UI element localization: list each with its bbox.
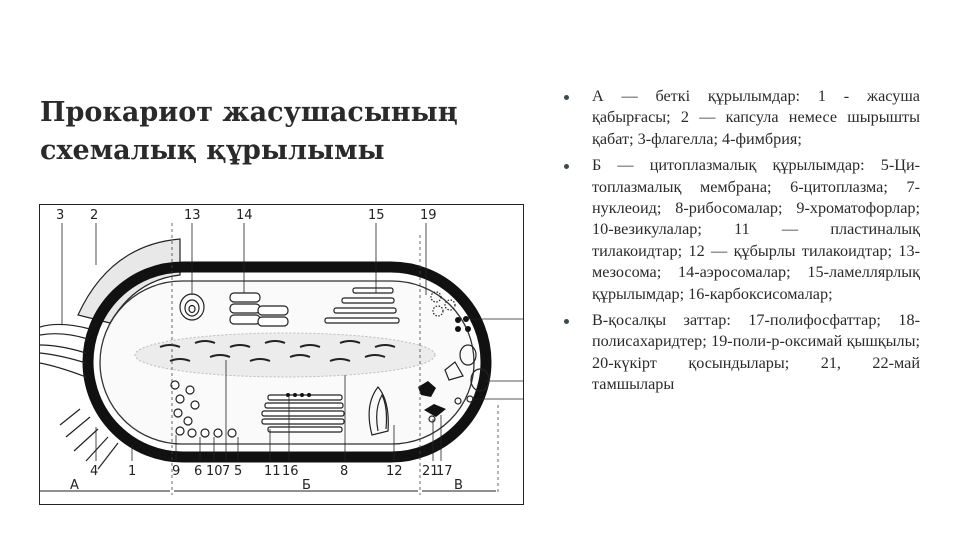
- bullet-text: А — беткі құрылымдар: 1 - жасуша қабырғасы; 2 — капсула немесе шырышты қабат; 3-флагелла; 4-фимбрия;: [592, 87, 920, 148]
- label-21: 21: [422, 464, 439, 479]
- label-14: 14: [236, 208, 253, 223]
- label-7: 7: [222, 464, 231, 479]
- section-label-a: А: [70, 478, 79, 493]
- label-2: 2: [90, 208, 99, 223]
- label-17: 17: [436, 464, 453, 479]
- label-8: 8: [340, 464, 349, 479]
- label-19: 19: [420, 208, 437, 223]
- label-11: 11: [264, 464, 281, 479]
- label-16: 16: [282, 464, 299, 479]
- label-15: 15: [368, 208, 385, 223]
- label-3: 3: [56, 208, 65, 223]
- legend-bullet-list: [562, 86, 920, 401]
- label-9: 9: [172, 464, 181, 479]
- bullet-text: В-қосалқы заттар: 17-полифосфаттар; 18-полисахаридтер; 19-поли-р-оксимай қышқылы; 20-күкірт қосындылары; 21, 22-май тамшылары: [592, 311, 920, 394]
- label-4: 4: [90, 464, 99, 479]
- label-10: 10: [206, 464, 223, 479]
- label-13: 13: [184, 208, 201, 223]
- section-label-b: Б: [302, 478, 311, 493]
- label-6: 6: [194, 464, 203, 479]
- section-label-v: В: [454, 478, 463, 493]
- bullet-icon: [564, 95, 569, 100]
- bullet-surface-structures: [562, 86, 920, 150]
- bullet-text: Б — цитоплазмалық құрылымдар: 5-Ци-топлазмалық мембрана; 6-цитоплазма; 7-нуклеоид; 8-рибосомалар; 9-хроматофорлар; 10-везикулалар; 11 — пластиналық тилакоидтар; 12 — құбырлы тилакоидтар; 13-мезосома; 14-аэросомалар; 15-ламеллярлық құрылымдар; 16-карбоксисомалар;: [592, 156, 920, 303]
- label-12: 12: [386, 464, 403, 479]
- prokaryote-cell-diagram: [39, 204, 524, 505]
- bullet-cytoplasmic-structures: [562, 155, 920, 305]
- bullet-icon: [564, 319, 569, 324]
- bullet-icon: [564, 164, 569, 169]
- nucleoid-zone: [135, 333, 435, 377]
- label-1: 1: [128, 464, 137, 479]
- slide-title: Прокариот жасушасының схемалық құрылымы: [40, 97, 458, 166]
- label-5: 5: [234, 464, 243, 479]
- bullet-inclusions: [562, 310, 920, 396]
